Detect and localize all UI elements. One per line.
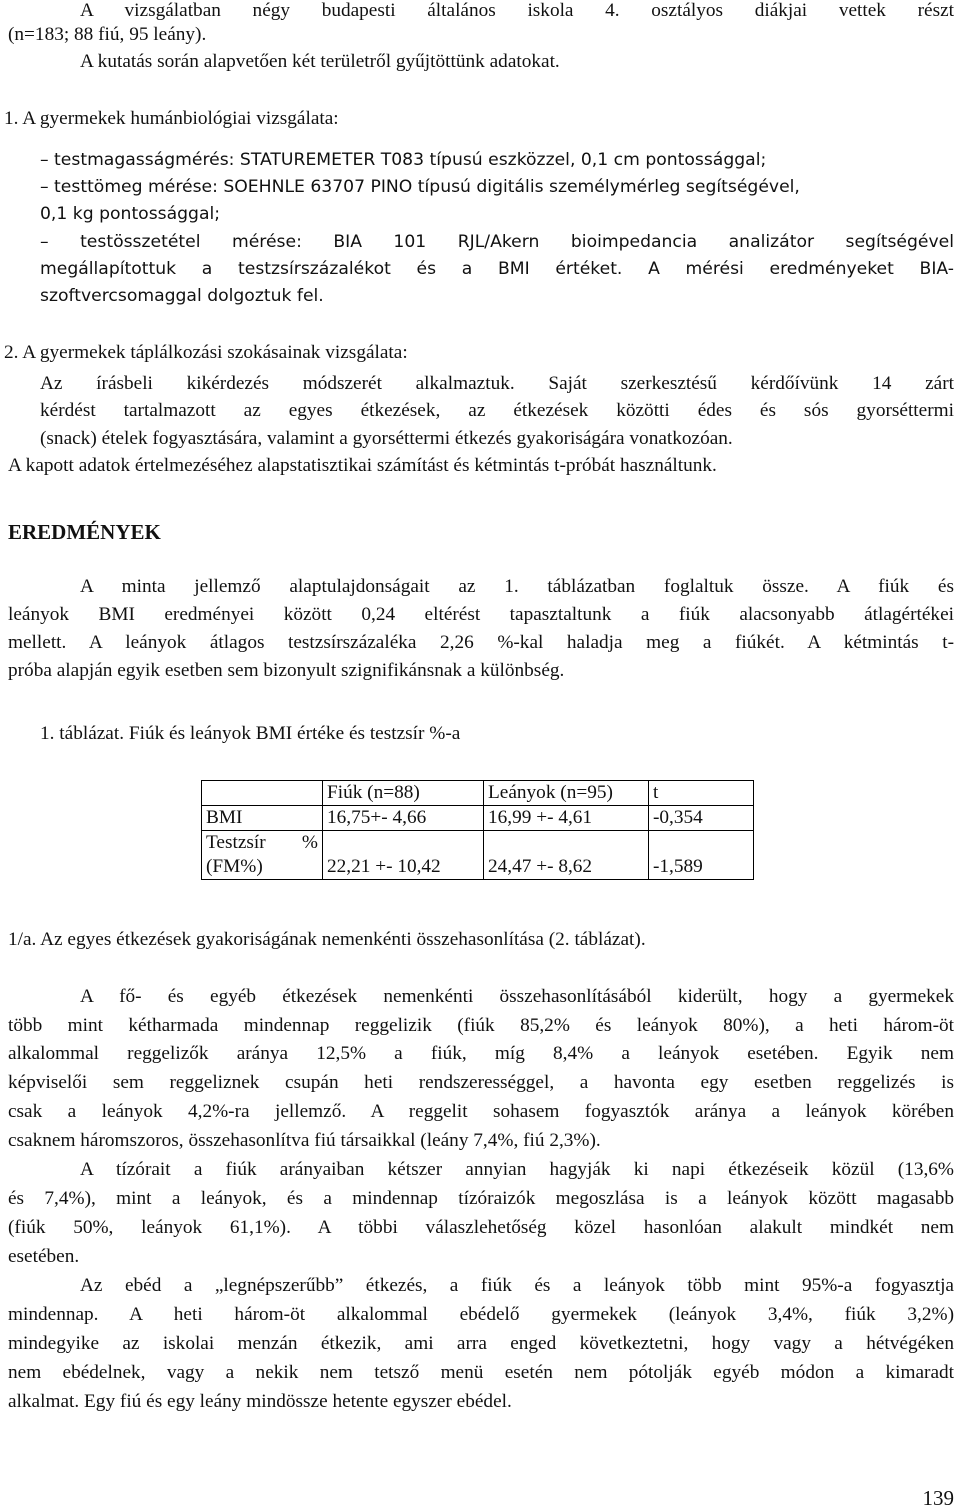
table-cell: BMI bbox=[202, 806, 323, 831]
par3-line-4: nem ebédelnek, vagy a nekik nem tetsző menü esetén nem pótolják egyéb módon a kimaradt bbox=[8, 1362, 954, 1383]
intro-line-3: A kutatás során alapvetően két területről gyűjtöttünk adatokat. bbox=[80, 51, 560, 72]
table-cell: 24,47 +- 8,62 bbox=[484, 831, 649, 880]
section1-title: 1. A gyermekek humánbiológiai vizsgálata: bbox=[4, 108, 339, 129]
par2-line-2: és 7,4%), mint a leányok, és a mindennap tízóraizók megoszlása is a leányok között magasabb bbox=[8, 1188, 954, 1209]
section1-item-weight: – testtömeg mérése: SOEHNLE 63707 PINO típusú digitális személymérleg segítségével, bbox=[40, 177, 800, 197]
results-line-2: leányok BMI eredményei között 0,24 eltérést tapasztaltunk a fiúk alacsonyabb átlagértékei bbox=[8, 604, 954, 625]
section1-item-height: – testmagasságmérés: STATUREMETER T083 típusú eszközzel, 0,1 cm pontossággal; bbox=[40, 150, 767, 170]
row-label-line-1: Testzsír % bbox=[206, 832, 318, 853]
section1-item-composition-cont: megállapítottuk a testzsírszázalékot és a BMI értéket. A mérési eredményeket BIA- bbox=[40, 259, 954, 279]
section2-title: 2. A gyermekek táplálkozási szokásainak vizsgálata: bbox=[4, 342, 408, 363]
table-cell: 16,75+- 4,66 bbox=[323, 806, 484, 831]
table-cell bbox=[202, 831, 323, 880]
par1-line-4: képviselői sem reggeliznek csupán heti rendszerességgel, a havonta egy esetben reggelizés is bbox=[8, 1072, 954, 1093]
par2-line-3: (fiúk 50%, leányok 61,1%). A többi válaszlehetőség közel hasonlóan alakult mindkét nem bbox=[8, 1217, 954, 1238]
results-heading: EREDMÉNYEK bbox=[8, 520, 161, 544]
section2-line-2: kérdést tartalmazott az egyes étkezések, az étkezések közötti édes és sós gyorséttermi bbox=[40, 400, 954, 421]
table-header-cell: Leányok (n=95) bbox=[484, 781, 649, 806]
par2-line-1: A tízórait a fiúk arányaiban kétszer annyian hagyják ki napi étkezéseik közül (13,6% bbox=[80, 1159, 954, 1180]
par1-line-3: alkalommal reggelizők aránya 12,5% a fiúk, míg 8,4% a leányok esetében. Egyik nem bbox=[8, 1043, 954, 1064]
table-cell: 22,21 +- 10,42 bbox=[323, 831, 484, 880]
table-header-cell bbox=[202, 781, 323, 806]
table-cell: -1,589 bbox=[649, 831, 754, 880]
par1-line-1: A fő- és egyéb étkezések nemenkénti összehasonlításából kiderült, hogy a gyermekek bbox=[80, 986, 954, 1007]
par1-line-2: több mint kétharmada mindennap reggelizik (fiúk 85,2% és leányok 80%), a heti három-öt bbox=[8, 1015, 954, 1036]
section1-item-composition: – testösszetétel mérése: BIA 101 RJL/Akern bioimpedancia analizátor segítségével bbox=[40, 232, 954, 252]
section2-line-1: Az írásbeli kikérdezés módszerét alkalmaztuk. Saját szerkesztésű kérdőívünk 14 zárt bbox=[40, 373, 954, 394]
table-header-cell: Fiúk (n=88) bbox=[323, 781, 484, 806]
table-row bbox=[202, 806, 754, 831]
par3-line-1: Az ebéd a „legnépszerűbb” étkezés, a fiúk és a leányok több mint 95%-a fogyasztja bbox=[80, 1275, 954, 1296]
row-label-line-2: (FM%) bbox=[206, 856, 263, 877]
results-line-1: A minta jellemző alaptulajdonságait az 1. táblázatban foglaltuk össze. A fiúk és bbox=[80, 576, 954, 597]
table-cell: 16,99 +- 4,61 bbox=[484, 806, 649, 831]
page-number: 139 bbox=[922, 1486, 954, 1510]
table1 bbox=[201, 780, 754, 880]
table-header-row bbox=[202, 781, 754, 806]
section2-line-3: (snack) ételek fogyasztására, valamint a gyorséttermi étkezés gyakoriságára vonatkozóan. bbox=[40, 428, 733, 449]
intro-line-1: A vizsgálatban négy budapesti általános iskola 4. osztályos diákjai vettek részt bbox=[80, 0, 954, 21]
table1-caption: 1. táblázat. Fiúk és leányok BMI értéke és testzsír %-a bbox=[40, 723, 461, 744]
section2-line-4: A kapott adatok értelmezéséhez alapstatisztikai számítást és kétmintás t-próbát használtunk. bbox=[8, 455, 717, 476]
table-header-cell: t bbox=[649, 781, 754, 806]
table-cell: -0,354 bbox=[649, 806, 754, 831]
par1-line-5: csak a leányok 4,2%-ra jellemző. A reggelit sohasem fogyasztók aránya a leányok körében bbox=[8, 1101, 954, 1122]
section1a-title: 1/a. Az egyes étkezések gyakoriságának nemenkénti összehasonlítása (2. táblázat). bbox=[8, 929, 646, 950]
results-line-4: próba alapján egyik esetben sem bizonyult szignifikánsnak a különbség. bbox=[8, 660, 565, 681]
results-line-3: mellett. A leányok átlagos testzsírszázaléka 2,26 %-kal haladja meg a fiúkét. A kétmintás t- bbox=[8, 632, 954, 653]
par3-line-3: mindegyike az iskolai menzán étkezik, ami arra enged következtetni, hogy vagy a hétvégéken bbox=[8, 1333, 954, 1354]
table-row bbox=[202, 831, 754, 880]
intro-line-2: (n=183; 88 fiú, 95 leány). bbox=[8, 24, 207, 45]
section1-item-weight-cont: 0,1 kg pontossággal; bbox=[40, 204, 221, 224]
section1-item-composition-end: szoftvercsomaggal dolgoztuk fel. bbox=[40, 286, 324, 306]
par2-line-4: esetében. bbox=[8, 1246, 80, 1267]
par1-line-6: csaknem háromszoros, összehasonlítva fiú társaikkal (leány 7,4%, fiú 2,3%). bbox=[8, 1130, 601, 1151]
par3-line-5: alkalmat. Egy fiú és egy leány mindössze hetente egyszer ebédel. bbox=[8, 1391, 512, 1412]
par3-line-2: mindennap. A heti három-öt alkalommal ebédelő gyermekek (leányok 3,4%, fiúk 3,2%) bbox=[8, 1304, 954, 1325]
